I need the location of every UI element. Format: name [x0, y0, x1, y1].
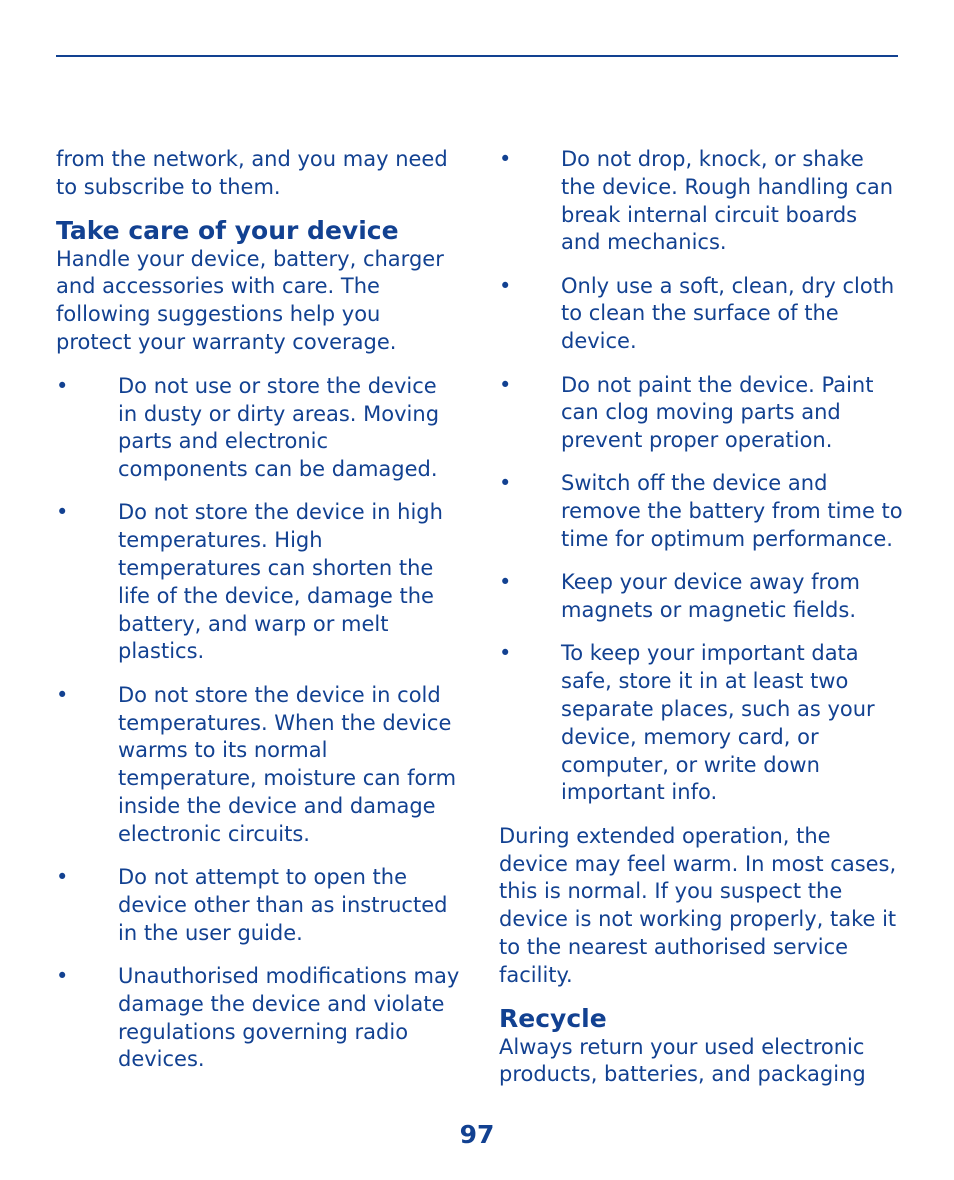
list-item-text: Do not paint the device. Paint can clog moving parts and prevent proper operation. — [561, 372, 874, 453]
list-item — [56, 963, 460, 1074]
header-rule — [56, 55, 898, 57]
right-column — [499, 146, 903, 1089]
list-item — [56, 682, 460, 849]
page-number: 97 — [459, 1120, 495, 1149]
bullet-icon: • — [56, 500, 69, 525]
list-item-text: Do not store the device in high temperatures. High temperatures can shorten the life of the device, damage the battery, and warp or melt plastics. — [118, 500, 443, 664]
list-item — [499, 146, 903, 257]
list-item-text: Unauthorised modifications may damage the device and violate regulations governing radio devices. — [118, 963, 460, 1072]
list-item-text: To keep your important data safe, store it in at least two separate places, such as your device, memory card, or computer, or write down important info. — [561, 641, 875, 805]
care-tips-list-continued — [499, 146, 903, 807]
left-column — [56, 146, 460, 1090]
section-description: Handle your device, battery, charger and accessories with care. The following suggestions help you protect your warranty coverage. — [56, 246, 444, 354]
intro-text: from the network, and you may need to subscribe to them. — [56, 147, 448, 199]
list-item-text: Do not store the device in cold temperatures. When the device warms to its normal temperature, moisture can form inside the device and damage electronic circuits. — [118, 682, 457, 846]
warm-device-paragraph: During extended operation, the device may feel warm. In most cases, this is normal. If you suspect the device is not working properly, take it to the nearest authorised service facility. — [499, 823, 897, 987]
list-item — [56, 373, 460, 484]
bullet-icon: • — [499, 147, 512, 171]
list-item-text: Keep your device away from magnets or magnetic fields. — [561, 570, 861, 623]
bullet-icon: • — [499, 273, 512, 298]
bullet-icon: • — [499, 570, 512, 595]
list-item — [499, 569, 903, 625]
list-item — [499, 273, 903, 356]
list-item — [499, 470, 903, 553]
list-item — [56, 499, 460, 666]
list-item-text: Switch off the device and remove the battery from time to time for optimum performance. — [561, 471, 903, 552]
bullet-icon: • — [56, 963, 69, 988]
section-heading-recycle: Recycle — [499, 1003, 607, 1033]
list-item-text: Do not attempt to open the device other than as instructed in the user guide. — [118, 865, 448, 945]
list-item-text: Only use a soft, clean, dry cloth to clean the surface of the device. — [561, 273, 895, 354]
bullet-icon: • — [499, 641, 512, 666]
list-item-text: Do not use or store the device in dusty or dirty areas. Moving parts and electronic components can be damaged. — [118, 373, 440, 482]
bullet-icon: • — [56, 865, 69, 890]
bullet-icon: • — [499, 471, 512, 496]
list-item-text: Do not drop, knock, or shake the device. Rough handling can break internal circuit boards and mechanics. — [561, 147, 894, 255]
list-item — [56, 864, 460, 947]
bullet-icon: • — [56, 682, 69, 707]
recycle-description: Always return your used electronic products, batteries, and packaging — [499, 1034, 866, 1087]
bullet-icon: • — [56, 373, 69, 398]
care-tips-list — [56, 373, 460, 1074]
list-item — [499, 640, 903, 807]
list-item — [499, 372, 903, 455]
section-heading-device-care: Take care of your device — [56, 215, 399, 245]
bullet-icon: • — [499, 372, 512, 397]
